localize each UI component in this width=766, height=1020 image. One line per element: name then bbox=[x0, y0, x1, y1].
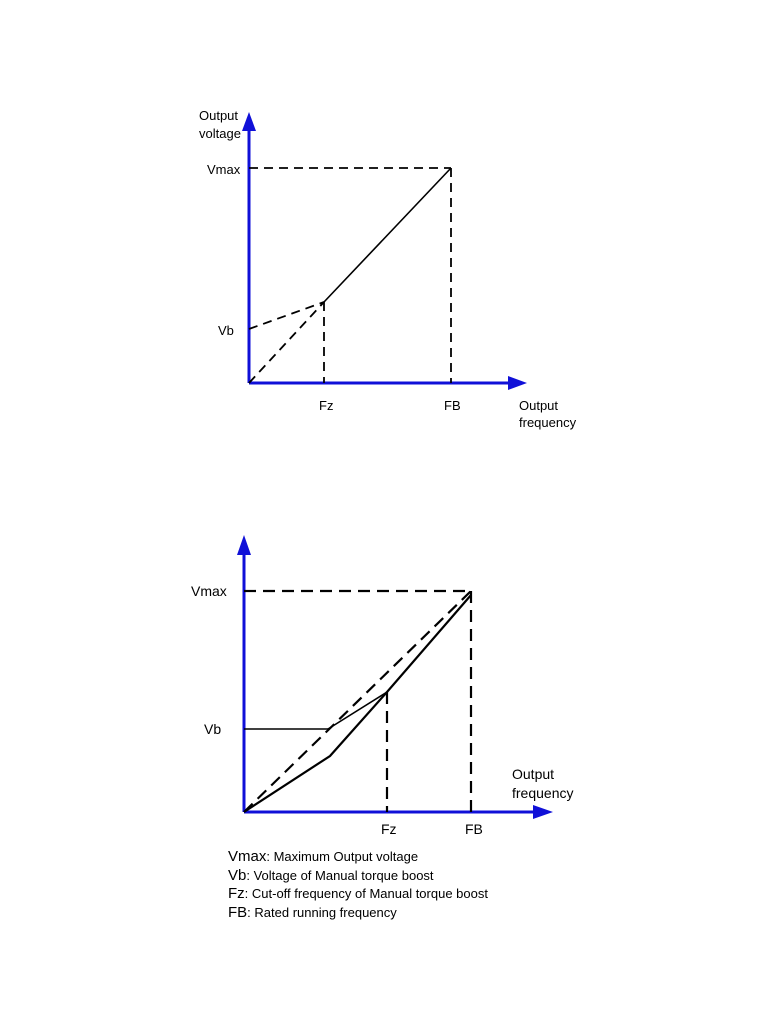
x-axis-arrow-icon bbox=[508, 376, 527, 390]
legend-key: Vmax bbox=[228, 848, 267, 865]
linear-dashed-line bbox=[249, 302, 324, 383]
legend-key: Fz bbox=[228, 885, 245, 902]
boost-dashed-line bbox=[249, 302, 324, 329]
legend-item-fb bbox=[228, 904, 628, 923]
boost-segment bbox=[328, 692, 387, 729]
vf-curve bbox=[324, 168, 451, 302]
x-axis-2-arrow-icon bbox=[533, 805, 553, 819]
legend-text: : Maximum Output voltage bbox=[266, 849, 419, 864]
x-axis-label-line1: Output bbox=[519, 398, 559, 413]
legend-item-fz bbox=[228, 885, 628, 904]
x-axis-2-label-line1: Output bbox=[512, 766, 555, 782]
x-axis-label-line2: frequency bbox=[519, 415, 577, 430]
vmax-label: Vmax bbox=[207, 162, 241, 177]
vmax-label-2: Vmax bbox=[191, 583, 227, 599]
vb-label-2: Vb bbox=[204, 721, 222, 737]
legend-text: : Cut-off frequency of Manual torque boost bbox=[244, 886, 488, 901]
fb-label: FB bbox=[444, 398, 461, 413]
fz-label-2: Fz bbox=[381, 821, 397, 837]
y-axis-2-arrow-icon bbox=[237, 535, 251, 555]
linear-dashed-line-2 bbox=[244, 591, 471, 812]
legend bbox=[228, 848, 628, 922]
vb-label: Vb bbox=[218, 323, 234, 338]
legend-text: : Rated running frequency bbox=[247, 904, 397, 920]
y-axis-label-line2: voltage bbox=[199, 126, 241, 141]
fb-label-2: FB bbox=[465, 821, 483, 837]
legend-item-vmax bbox=[228, 848, 628, 867]
legend-item-vb bbox=[228, 867, 628, 886]
legend-key: FB bbox=[228, 903, 248, 921]
legend-key: Vb bbox=[228, 866, 247, 884]
diagram-1 bbox=[199, 108, 577, 430]
diagram-2 bbox=[191, 535, 573, 837]
legend-text: : Voltage of Manual torque boost bbox=[246, 867, 434, 883]
fz-label: Fz bbox=[319, 398, 334, 413]
y-axis-arrow-icon bbox=[242, 112, 256, 131]
x-axis-2-label-line2: frequency bbox=[512, 785, 574, 801]
y-axis-label-line1: Output bbox=[199, 108, 239, 123]
